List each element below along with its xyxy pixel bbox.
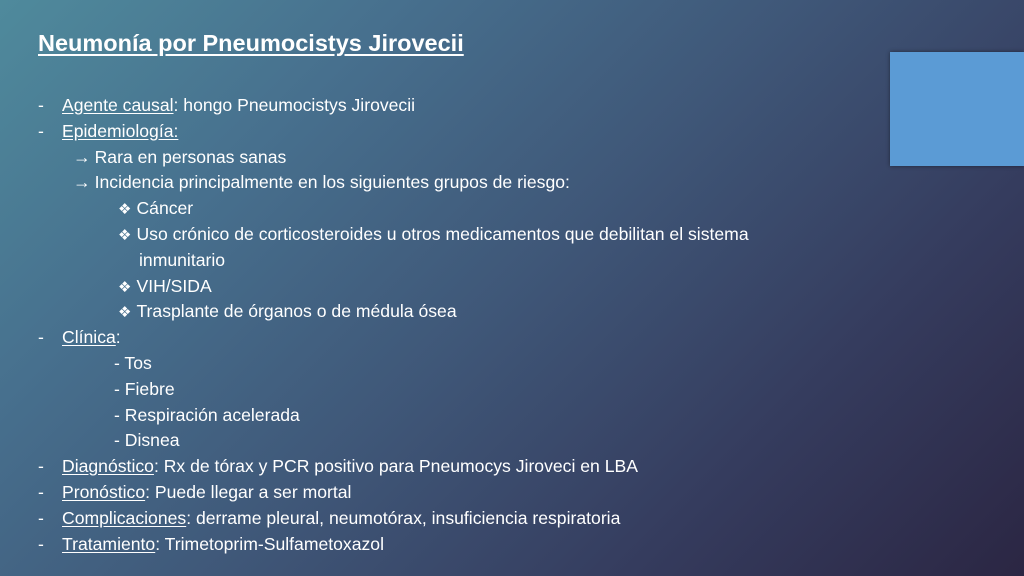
risk-group-text: Cáncer <box>136 198 194 219</box>
bullet-tratamiento <box>38 532 868 558</box>
dash-marker: - <box>38 95 44 115</box>
clinica-item-text: - Tos <box>114 352 152 373</box>
diamond-bullet-icon: ❖ <box>118 226 132 244</box>
arrow-item-text: Rara en personas sanas <box>94 146 287 167</box>
bullet-epidemiologia <box>38 119 868 145</box>
clinica-item-text: - Fiebre <box>114 378 175 399</box>
label-clinica: Clínica <box>62 327 116 348</box>
risk-group-text: VIH/SIDA <box>136 275 212 296</box>
risk-group-text: Trasplante de órganos o de médula ósea <box>136 301 457 322</box>
dash-marker: - <box>38 456 44 477</box>
dash-marker: - <box>38 481 44 502</box>
clinica-item <box>38 351 868 377</box>
slide-title: Neumonía por Pneumocistys Jirovecii <box>38 30 464 56</box>
arrow-item <box>38 145 868 171</box>
bullet-complicaciones <box>38 506 868 532</box>
clinica-item <box>38 403 868 429</box>
diamond-bullet-icon: ❖ <box>118 304 132 322</box>
label-pronostico: Pronóstico <box>62 481 146 502</box>
clinica-item <box>38 377 868 403</box>
label-diagnostico: Diagnóstico <box>62 456 154 477</box>
risk-group-item <box>38 274 868 300</box>
label-tratamiento: Tratamiento <box>62 533 156 554</box>
clinica-suffix: : <box>115 327 121 348</box>
arrow-item-text: Incidencia principalmente en los siguientes grupos de riesgo: <box>94 172 570 193</box>
label-epidemiologia: Epidemiología: <box>62 120 179 141</box>
dash-marker: - <box>38 533 44 554</box>
risk-group-item <box>38 222 868 248</box>
risk-group-text: Uso crónico de corticosteroides u otros medicamentos que debilitan el sistema <box>136 223 749 244</box>
arrow-right-icon: → <box>73 172 91 193</box>
diamond-bullet-icon: ❖ <box>118 201 132 219</box>
diamond-bullet-icon: ❖ <box>118 278 132 296</box>
slide-content <box>38 93 868 557</box>
bullet-pronostico <box>38 480 868 506</box>
dash-marker: - <box>38 120 44 141</box>
text-tratamiento: : Trimetoprim-Sulfametoxazol <box>155 533 385 554</box>
clinica-item-text: - Disnea <box>114 430 180 451</box>
clinica-item <box>38 428 868 454</box>
risk-group-item <box>38 196 868 222</box>
label-complicaciones: Complicaciones <box>62 507 187 528</box>
risk-group-item <box>38 299 868 325</box>
text-agente: : hongo Pneumocistys Jirovecii <box>173 95 416 115</box>
text-pronostico: : Puede llegar a ser mortal <box>145 481 352 502</box>
arrow-item <box>38 170 868 196</box>
decorative-blue-box <box>890 52 1024 166</box>
clinica-item-text: - Respiración acelerada <box>114 404 300 425</box>
dash-marker: - <box>38 327 44 348</box>
risk-group-continuation <box>38 248 868 274</box>
dash-marker: - <box>38 507 44 528</box>
risk-group-text: inmunitario <box>139 249 226 270</box>
label-agente: Agente causal <box>62 95 174 115</box>
bullet-agente <box>38 93 868 119</box>
bullet-diagnostico <box>38 454 868 480</box>
arrow-right-icon: → <box>73 146 91 167</box>
text-diagnostico: : Rx de tórax y PCR positivo para Pneumocys Jiroveci en LBA <box>153 456 638 477</box>
bullet-clinica <box>38 325 868 351</box>
text-complicaciones: : derrame pleural, neumotórax, insuficiencia respiratoria <box>186 507 621 528</box>
